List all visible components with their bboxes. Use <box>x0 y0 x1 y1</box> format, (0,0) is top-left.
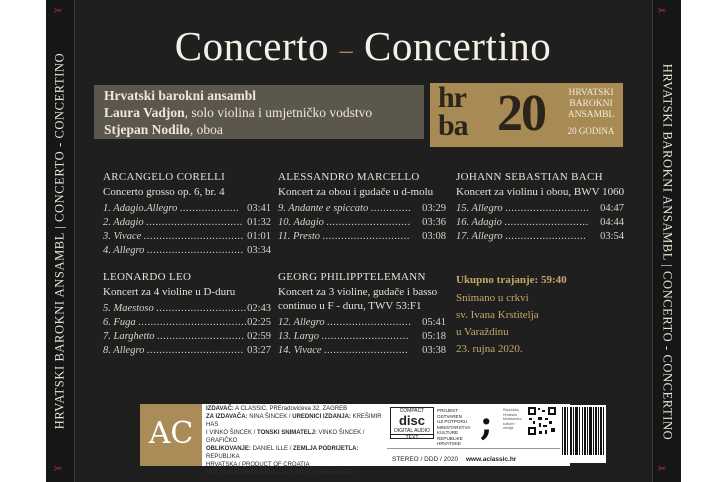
work-leo: Koncert za 4 violine u D-duru <box>103 286 236 298</box>
track: 1. Adagio.Allegro ................... 03:41 <box>103 203 271 214</box>
total-duration: Ukupno trajanje: 59:40 <box>456 274 567 286</box>
violinist-role: , solo violina i umjetničko vodstvo <box>184 105 373 120</box>
track: 16. Adagio ........................... 04:44 <box>456 217 624 228</box>
track: 17. Allegro .......................... 03:54 <box>456 231 624 242</box>
ensemble-name: Hrvatski barokni ansambl <box>104 88 257 103</box>
work-telemann-line1: Koncert za 3 violine, gudače i basso <box>278 286 438 298</box>
track: 15. Allegro ........................... 04:47 <box>456 203 624 214</box>
right-spine <box>652 0 681 482</box>
composer-corelli: ARCANGELO CORELLI <box>103 171 226 183</box>
track: 11. Presto ............................ 03:08 <box>278 231 446 242</box>
divider <box>387 448 565 449</box>
crop-mark-icon: ✂ <box>658 464 667 475</box>
crop-mark-icon: ✂ <box>658 6 667 17</box>
track: 4. Allegro ............................... 03:34 <box>103 245 271 256</box>
right-spine-text: HRVATSKI BAROKNI ANSAMBL | CONCERTO - CONCERTINO <box>660 63 675 441</box>
credits-text: IZDAVAČ: A CLASSIC, PREradovićeva 32, ZAGREB ZA IZDAVAČA: NINA ŠINCEK / UREDNICI IZDANJA: KREŠIMIR HAS I VINKO ŠINCEK / TONSKI SNIMATELJ: VINKO ŠINCEK / GRAFIČKO OBLIKOVANJE: DANIEL ILLE / ZEMLJA PODRIJETLA: REPUBLIKA HRVATSKA / PRODUCT OF CROATIA SVA PRAVA PRIDRŽANA – ALL RIGHTS RESERVED <box>206 406 382 476</box>
oboist-name: Stjepan Nodilo <box>104 122 190 137</box>
recording-info-line: Snimano u crkvi <box>456 292 529 304</box>
recording-info-line: sv. Ivana Krstitelja <box>456 309 539 321</box>
title-concertino: Concertino <box>364 23 552 69</box>
track: 9. Andante e spiccato ............. 03:29 <box>278 203 446 214</box>
ministry-small-print: Republika Hrvatska Ministarstvo kulture i medija <box>503 408 522 430</box>
track: 14. Vivace ........................... 03:38 <box>278 345 446 356</box>
title-dash: – <box>339 35 354 65</box>
composer-leo: LEONARDO LEO <box>103 271 192 283</box>
logo-years: 20 GODINA <box>567 126 615 136</box>
crop-mark-icon: ✂ <box>54 6 63 17</box>
ministry-logo-icon: ; <box>480 404 493 444</box>
violinist-line <box>104 105 372 121</box>
track: 13. Largo ............................ 05:18 <box>278 331 446 342</box>
track: 12. Allegro ........................... 05:41 <box>278 317 446 328</box>
website-url: www.aclassic.hr <box>466 456 517 463</box>
composer-bach: JOHANN SEBASTIAN BACH <box>456 171 603 183</box>
left-spine-text: HRVATSKI BAROKNI ANSAMBL | CONCERTO - CONCERTINO <box>52 52 67 430</box>
violinist-name: Laura Vadjon <box>104 105 185 120</box>
track: 10. Adagio ........................... 03:36 <box>278 217 446 228</box>
work-telemann-line2: continuo u F - duru, TWV 53:F1 <box>278 300 422 312</box>
logo-ensemble-text: HRVATSKI BAROKNI ANSAMBL <box>567 88 615 120</box>
crop-mark-icon: ✂ <box>54 464 63 475</box>
title-concerto: Concerto <box>174 23 330 69</box>
track: 7. Larghetto ............................ 02:59 <box>103 331 271 342</box>
qr-code-icon <box>527 406 557 436</box>
work-corelli: Concerto grosso op. 6, br. 4 <box>103 186 225 198</box>
composer-marcello: ALESSANDRO MARCELLO <box>278 171 420 183</box>
composer-telemann: GEORG PHILIPPTELEMANN <box>278 271 426 283</box>
album-title <box>74 22 652 70</box>
track: 5. Maestoso ............................. 02:43 <box>103 303 271 314</box>
recording-info-line: u Varaždinu <box>456 326 509 338</box>
stereo-ddd-year: STEREO / DDD / 2020 <box>392 456 459 463</box>
logo-letters: hr ba <box>438 81 468 142</box>
ministry-support-text: PROJEKT OSTVAREN UZ POTPORU MINISTARSTVA KULTURE REPUBLIKE HRVATSKE <box>437 408 471 446</box>
track: 8. Allegro ............................... 03:27 <box>103 345 271 356</box>
work-marcello: Koncert za obou i gudače u d-molu <box>278 186 434 198</box>
left-spine <box>46 0 75 482</box>
a-classic-logo: AC <box>140 404 202 466</box>
recording-info-line: 23. rujna 2020. <box>456 343 523 355</box>
track: 3. Vivace ................................ 01:01 <box>103 231 271 242</box>
logo-number: 20 <box>497 85 545 142</box>
track: 2. Adagio ............................... 01:32 <box>103 217 271 228</box>
barcode-icon <box>560 405 606 463</box>
oboist-line <box>104 122 223 138</box>
track: 6. Fuga ................................... 02:25 <box>103 317 271 328</box>
oboist-role: , oboa <box>189 122 223 137</box>
compact-disc-logo: COMPACT disc DIGITAL AUDIO TEXT <box>390 407 434 439</box>
work-bach: Koncert za violinu i obou, BWV 1060 <box>456 186 625 198</box>
